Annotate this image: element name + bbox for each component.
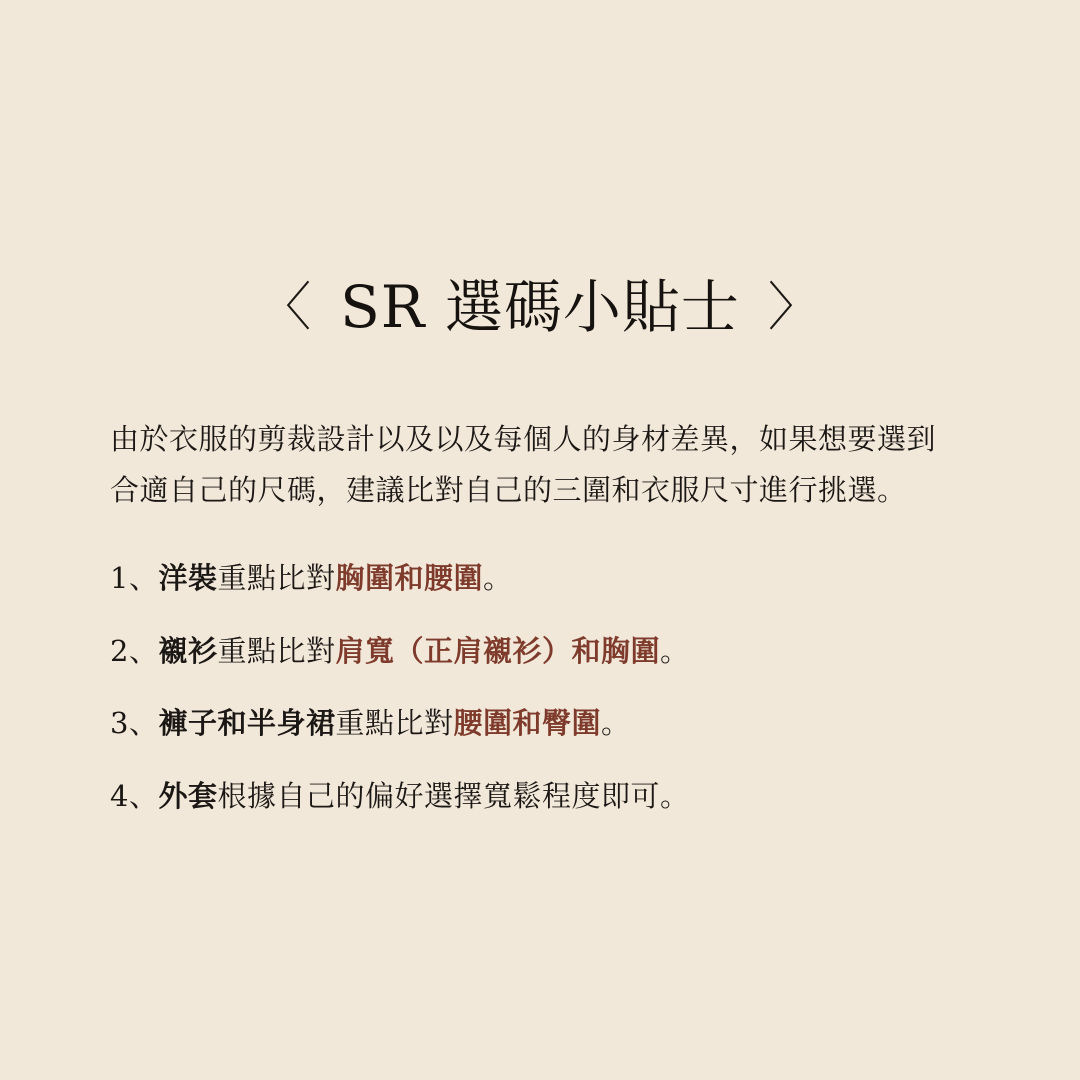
tip-garment: 襯衫 bbox=[158, 633, 218, 668]
page-title bbox=[0, 266, 1080, 341]
tip-number: 4、 bbox=[110, 778, 159, 813]
tip-item-2 bbox=[110, 628, 1010, 701]
tip-item-4 bbox=[110, 773, 1010, 846]
intro-paragraph bbox=[110, 414, 1010, 516]
tip-highlight: 胸圍和腰圍 bbox=[335, 561, 483, 595]
tip-number: 2、 bbox=[110, 633, 159, 668]
tip-text: 重點比對 bbox=[217, 561, 336, 595]
tip-highlight: 腰圍和臀圍 bbox=[453, 706, 601, 740]
tip-garment: 外套 bbox=[158, 778, 218, 813]
title-text: SR 選碼小貼士 bbox=[340, 273, 740, 341]
tip-highlight: 肩寬（正肩襯衫）和胸圍 bbox=[335, 633, 660, 668]
tip-text: 根據自己的偏好選擇寬鬆程度即可 bbox=[217, 778, 660, 813]
tip-number: 1、 bbox=[110, 561, 159, 595]
right-angle-bracket: 〉 bbox=[767, 277, 821, 338]
tip-end: 。 bbox=[660, 633, 690, 668]
intro-line-1: 由於衣服的剪裁設計以及以及每個人的身材差異，如果想要選到 bbox=[110, 422, 937, 456]
tip-text: 重點比對 bbox=[335, 706, 454, 740]
tip-garment: 洋裝 bbox=[158, 561, 218, 595]
tip-text: 重點比對 bbox=[217, 633, 336, 668]
tip-item-3 bbox=[110, 700, 1010, 773]
tip-end: 。 bbox=[483, 561, 513, 595]
tip-end: 。 bbox=[659, 778, 690, 813]
intro-line-2: 合適自己的尺碼，建議比對自己的三圍和衣服尺寸進行挑選。 bbox=[110, 473, 907, 507]
tip-end: 。 bbox=[601, 706, 631, 740]
tip-item-1 bbox=[110, 555, 1010, 628]
left-angle-bracket: 〈 bbox=[259, 277, 313, 338]
tip-number: 3、 bbox=[110, 706, 159, 740]
tips-list bbox=[110, 555, 1010, 845]
tip-garment: 褲子和半身裙 bbox=[158, 706, 336, 740]
